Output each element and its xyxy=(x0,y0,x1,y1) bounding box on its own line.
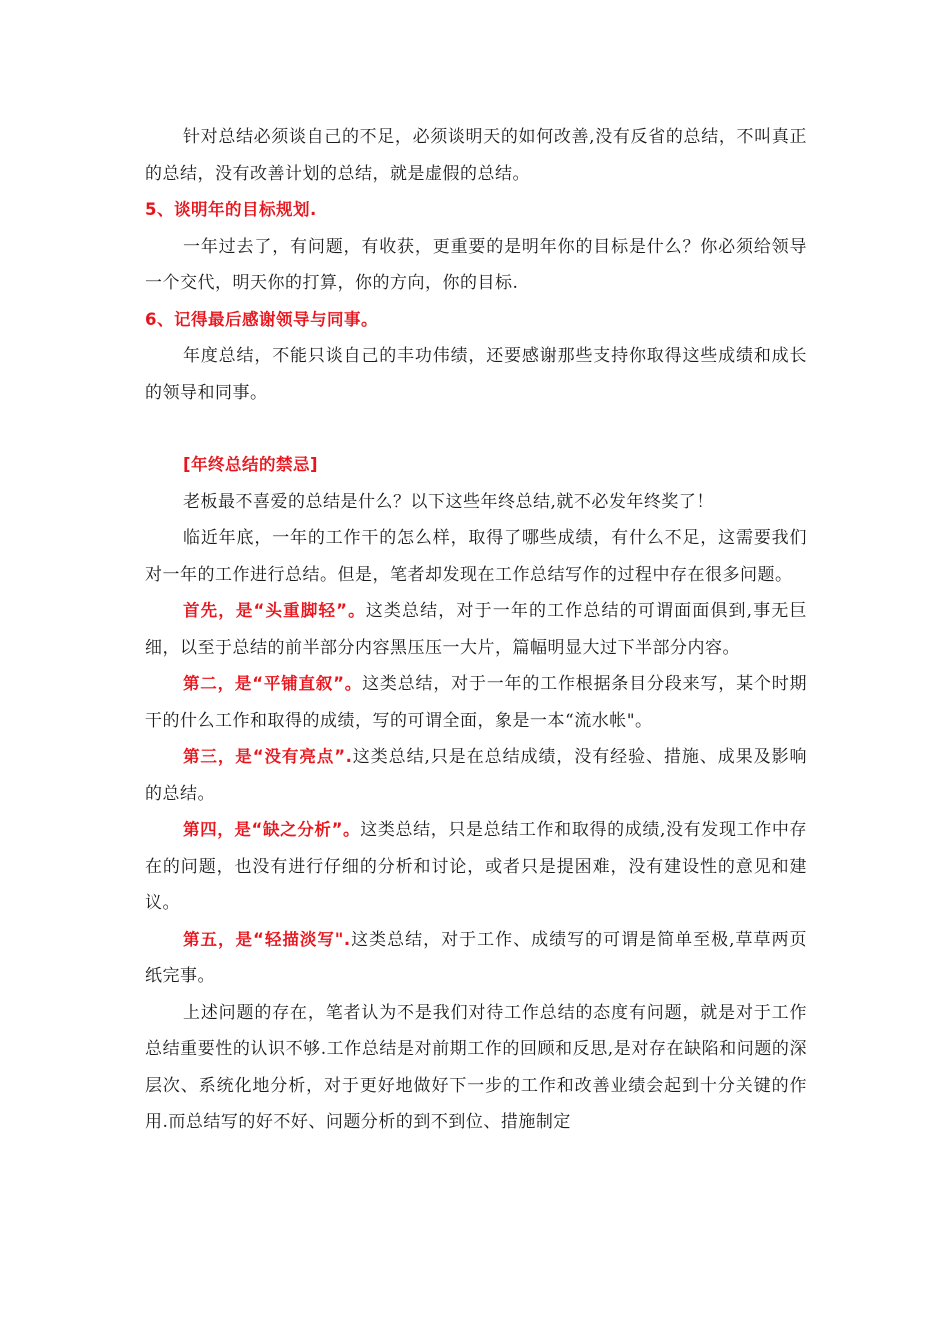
paragraph-fourth-problem xyxy=(145,812,807,922)
blank-line xyxy=(145,411,807,447)
paragraph-year-end: 临近年底，一年的工作干的怎么样，取得了哪些成绩，有什么不足，这需要我们对一年的工作进行总结。但是，笔者却发现在工作总结写作的过程中存在很多问题。 xyxy=(145,528,807,585)
section-title-taboos: [年终总结的禁忌] xyxy=(183,455,319,474)
lead-third: 第三，是“没有亮点”. xyxy=(183,747,353,766)
paragraph-second-problem xyxy=(145,666,807,739)
heading-next-year-goals: 5、谈明年的目标规划. xyxy=(145,200,317,219)
lead-second: 第二，是“平铺直叙”。 xyxy=(183,674,363,693)
body-first: 这类总结，对于一年的工作总结的可谓面面俱到,事无巨细，以至于总结的前半部分内容黑压压一大片，篇幅明显大过下半部分内容。 xyxy=(145,601,807,658)
paragraph-third-problem xyxy=(145,739,807,812)
lead-fourth: 第四，是“缺之分析”。 xyxy=(183,820,361,839)
paragraph-first-problem xyxy=(145,593,807,666)
body-second: 这类总结，对于一年的工作根据条目分段来写，某个时期干的什么工作和取得的成绩，写的可谓全面，象是一本“流水帐"。 xyxy=(145,674,807,731)
body-fourth: 这类总结，只是总结工作和取得的成绩,没有发现工作中存在的问题，也没有进行仔细的分析和讨论，或者只是提困难，没有建设性的意见和建议。 xyxy=(145,820,807,913)
lead-first: 首先，是“头重脚轻”。 xyxy=(183,601,366,620)
paragraph-conclusion: 上述问题的存在，笔者认为不是我们对待工作总结的态度有问题，就是对于工作总结重要性的认识不够.工作总结是对前期工作的回顾和反思,是对存在缺陷和问题的深层次、系统化地分析，对于更好地做好下一步的工作和改善业绩会起到十分关键的作用.而总结写的好不好、问题分析的到不到位、措施制定 xyxy=(145,1002,807,1132)
paragraph-shortcomings: 针对总结必须谈自己的不足，必须谈明天的如何改善,没有反省的总结，不叫真正的总结，没有改善计划的总结，就是虚假的总结。 xyxy=(145,127,807,184)
body-third: 这类总结,只是在总结成绩，没有经验、措施、成果及影响的总结。 xyxy=(145,747,807,804)
paragraph-next-year-goals: 一年过去了，有问题，有收获，更重要的是明年你的目标是什么？你必须给领导一个交代，明天你的打算，你的方向，你的目标. xyxy=(145,236,807,293)
lead-fifth: 第五，是“轻描淡写". xyxy=(183,929,351,949)
document-body xyxy=(145,119,807,1141)
heading-thank-colleagues: 6、记得最后感谢领导与同事。 xyxy=(145,309,378,329)
paragraph-thank-colleagues: 年度总结，不能只谈自己的丰功伟绩，还要感谢那些支持你取得这些成绩和成长的领导和同事。 xyxy=(145,346,807,403)
paragraph-boss-dislikes: 老板最不喜爱的总结是什么？以下这些年终总结,就不必发年终奖了！ xyxy=(183,491,714,512)
paragraph-fifth-problem xyxy=(145,922,807,995)
body-fifth: 这类总结，对于工作、成绩写的可谓是简单至极,草草两页纸完事。 xyxy=(145,929,807,986)
